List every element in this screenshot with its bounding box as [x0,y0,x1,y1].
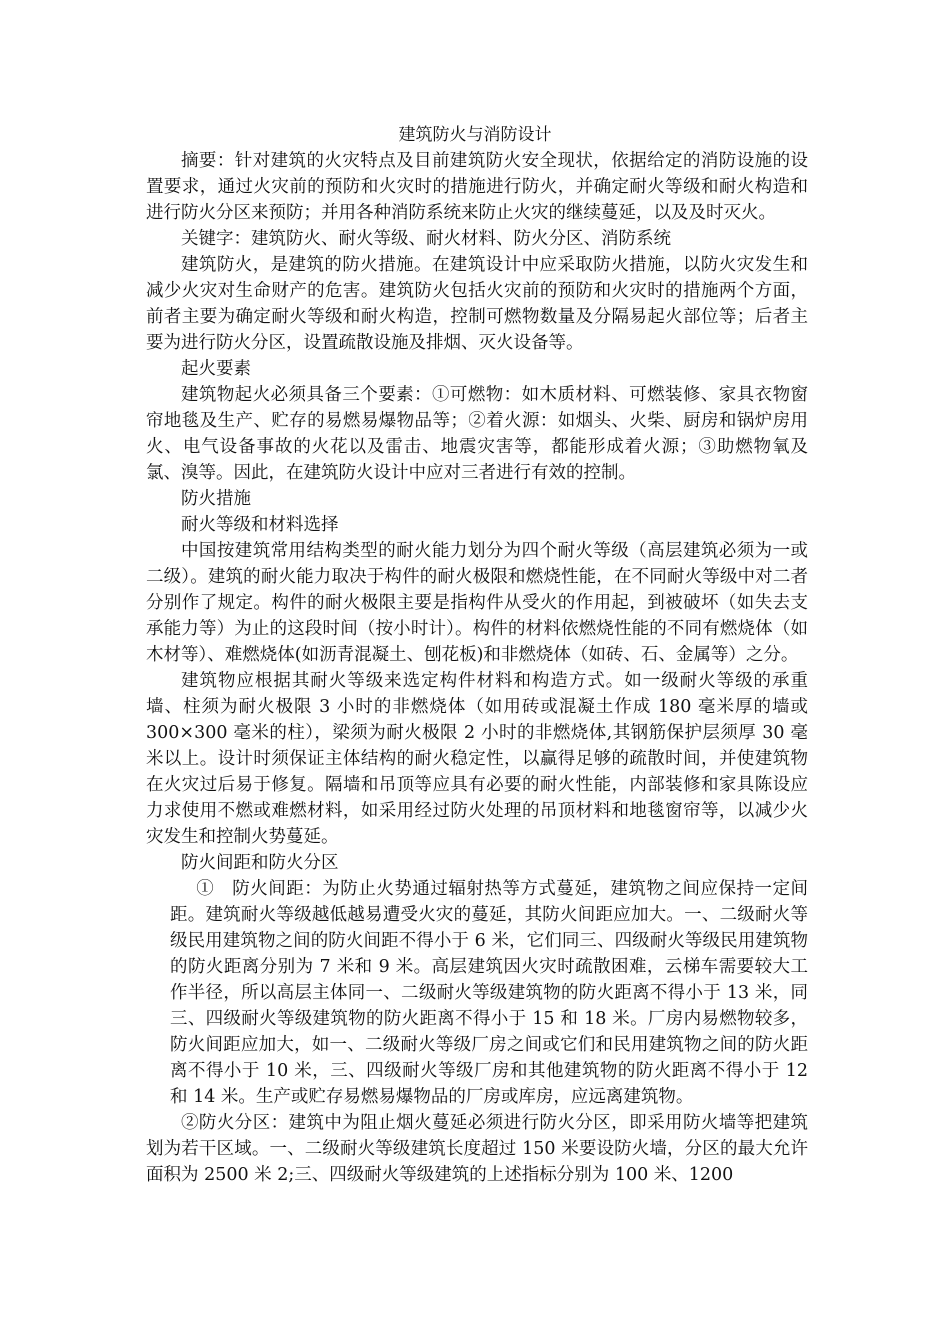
section-heading: 防火措施 [181,489,251,509]
body-paragraph: 建筑物起火必须具备三个要素：①可燃物：如木质材料、可燃装修、家具衣物窗帘地毯及生产、贮存的易燃易爆物品等；②着火源：如烟头、火柴、厨房和锅炉房用火、电气设备事故的火花以及雷击、地震灾害等，都能形成着火源；③助燃物氧及氯、溴等。因此，在建筑防火设计中应对三者进行有效的控制。 [146,385,808,483]
section-heading: 起火要素 [181,359,251,379]
body-paragraph: 建筑防火，是建筑的防火措施。在建筑设计中应采取防火措施，以防火灾发生和减少火灾对生命财产的危害。建筑防火包括火灾前的预防和火灾时的措施两个方面，前者主要为确定耐火等级和耐火构造，控制可燃物数量及分隔易起火部位等；后者主要为进行防火分区，设置疏散设施及排烟、灭火设备等。 [146,255,808,353]
list-item: ②防火分区：建筑中为阻止烟火蔓延必须进行防火分区，即采用防火墙等把建筑划为若干区域。一、二级耐火等级建筑长度超过 150 米要设防火墙，分区的最大允许面积为 2500 米 2;三、四级耐火等级建筑的上述指标分别为 100 米、1200 [146,1113,808,1185]
body-paragraph: 中国按建筑常用结构类型的耐火能力划分为四个耐火等级（高层建筑必须为一或二级）。建筑的耐火能力取决于构件的耐火极限和燃烧性能，在不同耐火等级中对二者分别作了规定。构件的耐火极限主要是指构件从受火的作用起，到被破坏（如失去支承能力等）为止的这段时间（按小时计）。构件的材料依燃烧性能的不同有燃烧体（如木材等）、难燃烧体(如沥青混凝土、刨花板)和非燃烧体（如砖、石、金属等）之分。 [146,541,808,665]
document-title: 建筑防火与消防设计 [398,125,552,145]
document-body [146,148,808,1188]
subsection-heading: 防火间距和防火分区 [181,853,339,873]
body-paragraph: 建筑物应根据其耐火等级来选定构件材料和构造方式。如一级耐火等级的承重墙、柱须为耐火极限 3 小时的非燃烧体（如用砖或混凝土作成 180 毫米厚的墙或 300×300 毫米的柱），梁须为耐火极限 2 小时的非燃烧体,其钢筋保护层须厚 30 毫米以上。设计时须保证主体结构的耐火稳定性，以赢得足够的疏散时间，并使建筑物在火灾过后易于修复。隔墙和吊顶等应具有必要的耐火性能，内部装修和家具陈设应力求使用不燃或难燃材料，如采用经过防火处理的吊顶材料和地毯窗帘等，以减少火灾发生和控制火势蔓延。 [146,671,808,847]
list-item: ① 防火间距：为防止火势通过辐射热等方式蔓延，建筑物之间应保持一定间距。建筑耐火等级越低越易遭受火灾的蔓延，其防火间距应加大。一、二级耐火等级民用建筑物之间的防火间距不得小于 6 米，它们同三、四级耐火等级民用建筑物的防火距离分别为 7 米和 9 米。高层建筑因火灾时疏散困难，云梯车需要较大工作半径，所以高层主体同一、二级耐火等级建筑物的防火距离不得小于 13 米，同三、四级耐火等级建筑物的防火距离不得小于 15 和 18 米。厂房内易燃物较多，防火间距应加大，如一、二级耐火等级厂房之间或它们和民用建筑物之间的防火距离不得小于 10 米，三、四级耐火等级厂房和其他建筑物的防火距离不得小于 12 和 14 米。生产或贮存易燃易爆物品的厂房或库房，应远离建筑物。 [170,879,808,1107]
abstract-paragraph: 摘要：针对建筑的火灾特点及目前建筑防火安全现状，依据给定的消防设施的设置要求，通过火灾前的预防和火灾时的措施进行防火，并确定耐火等级和耐火构造和进行防火分区来预防；并用各种消防系统来防止火灾的继续蔓延，以及及时灭火。 [146,151,808,223]
subsection-heading: 耐火等级和材料选择 [181,515,339,535]
keywords-paragraph: 关键字：建筑防火、耐火等级、耐火材料、防火分区、消防系统 [181,229,671,249]
